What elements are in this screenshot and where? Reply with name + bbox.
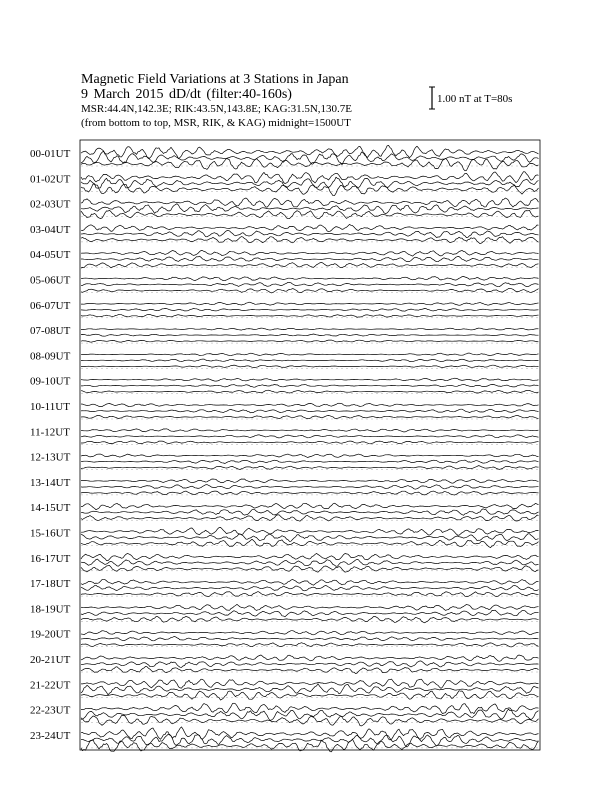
trace-rik: [81, 485, 539, 490]
trace-rik: [81, 559, 539, 566]
trace-msr: [81, 616, 539, 623]
trace-msr: [81, 288, 539, 293]
trace-msr: [81, 691, 539, 700]
trace-kag: [81, 454, 539, 457]
trace-kag: [81, 353, 539, 356]
hour-label: 08-09UT: [30, 350, 71, 363]
hour-label: 17-18UT: [30, 578, 71, 591]
trace-msr: [81, 592, 539, 597]
hour-label: 22-23UT: [30, 704, 71, 717]
scale-bar: [429, 87, 435, 109]
hour-label: 16-17UT: [30, 552, 71, 565]
trace-rik: [81, 637, 539, 641]
trace-rik: [81, 661, 539, 668]
trace-msr: [81, 158, 539, 170]
trace-order-note: (from bottom to top, MSR, RIK, & KAG) midnight=1500UT: [81, 117, 351, 129]
trace-msr: [81, 390, 539, 393]
trace-kag: [81, 503, 539, 510]
trace-msr: [81, 491, 539, 495]
hour-label: 13-14UT: [30, 476, 71, 489]
trace-rik: [81, 684, 539, 695]
trace-msr: [81, 415, 539, 418]
hour-label: 12-13UT: [30, 451, 71, 464]
hour-label: 20-21UT: [30, 654, 71, 666]
trace-kag: [81, 198, 539, 207]
trace-msr: [81, 515, 539, 521]
trace-rik: [81, 509, 539, 516]
trace-kag: [81, 553, 539, 560]
hour-label: 06-07UT: [30, 299, 71, 312]
trace-kag: [81, 403, 539, 407]
trace-kag: [81, 429, 539, 432]
hour-label: 21-22UT: [30, 679, 71, 692]
trace-kag: [81, 224, 539, 231]
trace-kag: [81, 250, 539, 256]
trace-kag: [81, 276, 539, 280]
hour-label: 03-04UT: [30, 223, 71, 236]
trace-kag: [81, 328, 539, 330]
trace-kag: [81, 527, 539, 535]
trace-kag: [81, 172, 539, 184]
trace-msr: [81, 716, 539, 726]
hour-label: 02-03UT: [30, 198, 71, 211]
trace-rik: [81, 585, 539, 591]
hour-label: 00-01UT: [30, 148, 71, 160]
trace-rik: [81, 308, 539, 311]
trace-msr: [81, 262, 539, 268]
hour-label: 15-16UT: [30, 527, 71, 540]
trace-rik: [81, 204, 539, 214]
trace-msr: [81, 643, 539, 647]
trace-rik: [81, 256, 539, 262]
hour-label: 23-24UT: [30, 729, 71, 742]
trace-rik: [81, 734, 539, 746]
trace-rik: [81, 409, 539, 413]
trace-rik: [81, 384, 539, 387]
trace-kag: [81, 579, 539, 585]
trace-rik: [81, 534, 539, 542]
trace-msr: [81, 314, 539, 317]
scale-bar-label: 1.00 nT at T=80s: [437, 93, 513, 105]
hour-label: 04-05UT: [30, 249, 71, 262]
trace-msr: [81, 340, 539, 342]
trace-msr: [81, 466, 539, 470]
hour-label: 19-20UT: [30, 628, 71, 641]
trace-kag: [81, 727, 539, 740]
trace-kag: [81, 604, 539, 610]
trace-msr: [81, 184, 539, 196]
trace-kag: [81, 631, 539, 635]
trace-rik: [81, 230, 539, 237]
hour-label: 10-11UT: [30, 401, 70, 413]
trace-msr: [81, 566, 539, 573]
trace-msr: [81, 210, 539, 219]
trace-kag: [81, 302, 539, 305]
trace-rik: [81, 359, 539, 362]
hour-label: 18-19UT: [30, 603, 71, 616]
trace-msr: [81, 667, 539, 674]
trace-kag: [81, 145, 539, 158]
hour-label: 05-06UT: [30, 274, 71, 287]
trace-rik: [81, 435, 539, 438]
hour-label: 11-12UT: [30, 426, 70, 439]
trace-kag: [81, 479, 539, 483]
trace-rik: [81, 460, 539, 463]
trace-kag: [81, 703, 539, 713]
trace-msr: [81, 365, 539, 367]
station-coordinates: MSR:44.4N,142.3E; RIK:43.5N,143.8E; KAG:31.5N,130.7E: [81, 103, 353, 115]
chart-title: Magnetic Field Variations at 3 Stations in Japan: [81, 72, 349, 87]
trace-msr: [81, 539, 539, 547]
hour-label: 01-02UT: [30, 173, 71, 186]
hour-label: 09-10UT: [30, 375, 71, 388]
trace-rik: [81, 334, 539, 336]
trace-rik: [81, 282, 539, 286]
trace-kag: [81, 378, 539, 381]
trace-kag: [81, 679, 539, 688]
trace-msr: [81, 237, 539, 244]
hour-label: 07-08UT: [30, 325, 71, 338]
trace-kag: [81, 655, 539, 661]
trace-rik: [81, 610, 539, 617]
hour-label: 14-15UT: [30, 502, 71, 515]
date-filter-line: 9 March 2015 dD/dt (filter:40-160s): [81, 87, 292, 102]
trace-msr: [81, 441, 539, 444]
